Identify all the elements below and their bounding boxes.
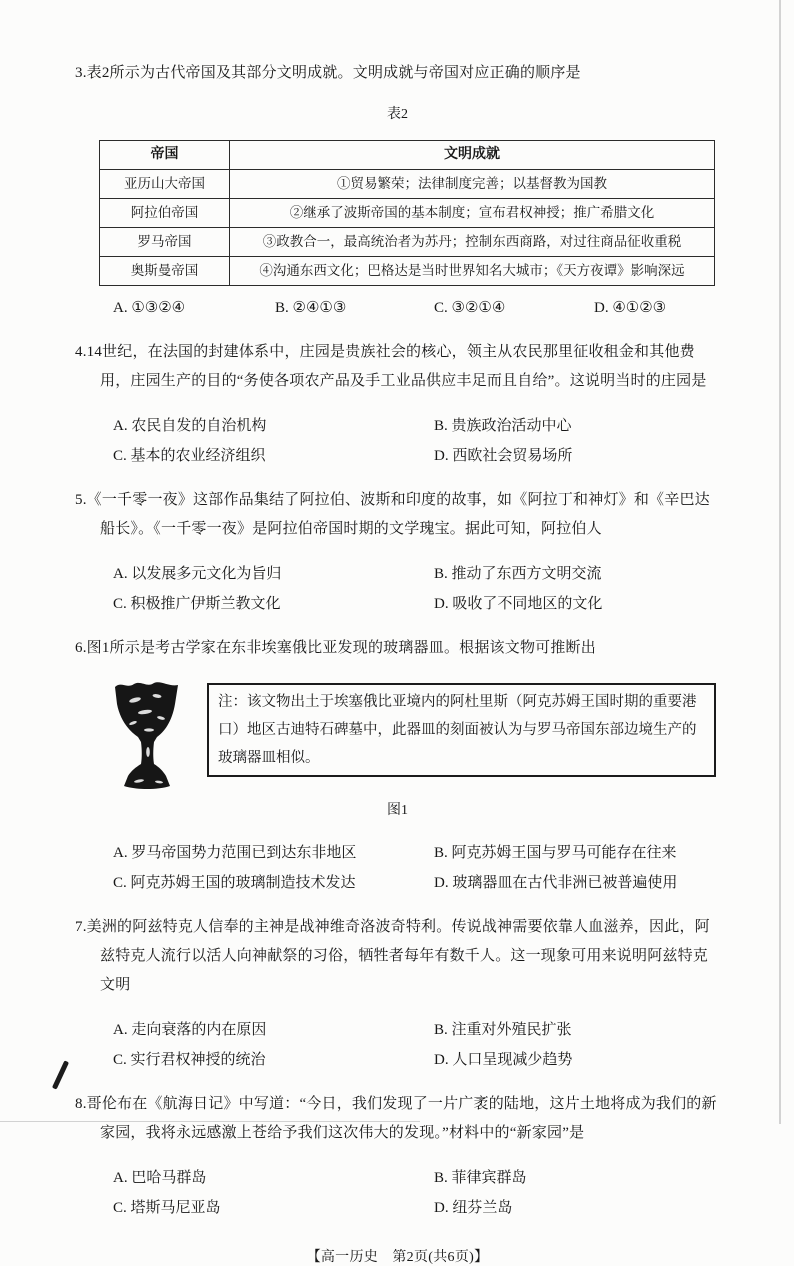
question-6-text: 6.图1所示是考古学家在东非埃塞俄比亚发现的玻璃器皿。根据该文物可推断出 <box>75 640 596 656</box>
question-3 <box>75 59 720 323</box>
option-c: C. 实行君权神授的统治 <box>113 1052 266 1068</box>
question-6 <box>75 634 720 898</box>
table-row <box>100 199 715 228</box>
table-2-header-empire: 帝国 <box>100 141 230 170</box>
figure-1 <box>105 678 716 796</box>
glass-goblet-image <box>105 678 193 796</box>
option-b: B. 注重对外殖民扩张 <box>434 1022 572 1038</box>
option-b: B. ②④①③ <box>275 300 347 316</box>
empire-cell: 奥斯曼帝国 <box>100 257 230 286</box>
option-b: B. 贵族政治活动中心 <box>434 418 572 434</box>
table-row <box>100 170 715 199</box>
question-4-options <box>113 411 720 471</box>
empire-cell: 罗马帝国 <box>100 228 230 257</box>
question-8-text: 8.哥伦布在《航海日记》中写道：“今日，我们发现了一片广袤的陆地，这片土地将成为我们的新家园，我将永远感激上苍给予我们这次伟大的发现。”材料中的“新家园”是 <box>75 1096 717 1141</box>
option-c: C. 阿克苏姆王国的玻璃制造技术发达 <box>113 875 356 891</box>
option-c: C. 基本的农业经济组织 <box>113 448 266 464</box>
scan-artifact-right-line <box>779 0 781 1124</box>
table-2-header-row <box>100 141 715 170</box>
option-c: C. 塔斯马尼亚岛 <box>113 1200 221 1216</box>
question-4 <box>75 338 720 471</box>
option-d: D. 西欧社会贸易场所 <box>434 448 573 464</box>
scan-artifact-bottom-line <box>0 1121 420 1122</box>
figure-1-caption: 图1 <box>387 803 408 818</box>
option-b: B. 阿克苏姆王国与罗马可能存在往来 <box>434 845 677 861</box>
table-2-caption: 表2 <box>387 107 408 122</box>
question-3-text: 3.表2所示为古代帝国及其部分文明成就。文明成就与帝国对应正确的顺序是 <box>75 65 581 81</box>
option-d: D. 人口呈现减少趋势 <box>434 1052 573 1068</box>
option-a: A. 巴哈马群岛 <box>113 1170 207 1186</box>
achievement-cell: ③政教合一，最高统治者为苏丹；控制东西商路，对过往商品征收重税 <box>230 228 715 257</box>
page-footer: 【高一历史 第2页(共6页)】 <box>306 1250 489 1265</box>
question-7 <box>75 913 720 1075</box>
table-row <box>100 257 715 286</box>
option-b: B. 推动了东西方文明交流 <box>434 566 602 582</box>
question-3-options <box>113 293 720 323</box>
question-5-options <box>113 559 720 619</box>
achievement-cell: ②继承了波斯帝国的基本制度；宣布君权神授；推广希腊文化 <box>230 199 715 228</box>
option-a: A. 农民自发的自治机构 <box>113 418 267 434</box>
question-7-options <box>113 1015 720 1075</box>
option-d: D. 玻璃器皿在古代非洲已被普遍使用 <box>434 875 678 891</box>
empire-cell: 阿拉伯帝国 <box>100 199 230 228</box>
option-b: B. 菲律宾群岛 <box>434 1170 527 1186</box>
option-d: D. ④①②③ <box>594 300 667 316</box>
option-c: C. ③②①④ <box>434 300 506 316</box>
figure-1-note: 注：该文物出土于埃塞俄比亚境内的阿杜里斯（阿克苏姆王国时期的重要港口）地区古迪特石碑墓中，此器皿的刻面被认为与罗马帝国东部边境生产的玻璃器皿相似。 <box>207 683 716 777</box>
question-8 <box>75 1090 720 1223</box>
question-7-text: 7.美洲的阿兹特克人信奉的主神是战神维奇洛波奇特利。传说战神需要依靠人血滋养，因此，阿兹特克人流行以活人向神献祭的习俗，牺牲者每年有数千人。这一现象可用来说明阿兹特克文明 <box>75 919 710 993</box>
table-2-header-achievements: 文明成就 <box>230 141 715 170</box>
table-2 <box>99 140 715 286</box>
option-a: A. 走向衰落的内在原因 <box>113 1022 267 1038</box>
table-row <box>100 228 715 257</box>
achievement-cell: ①贸易繁荣；法律制度完善；以基督教为国教 <box>230 170 715 199</box>
achievement-cell: ④沟通东西文化；巴格达是当时世界知名大城市；《天方夜谭》影响深远 <box>230 257 715 286</box>
option-c: C. 积极推广伊斯兰教文化 <box>113 596 281 612</box>
option-a: A. 以发展多元文化为旨归 <box>113 566 282 582</box>
option-d: D. 吸收了不同地区的文化 <box>434 596 603 612</box>
empire-cell: 亚历山大帝国 <box>100 170 230 199</box>
option-a: A. ①③②④ <box>113 300 186 316</box>
question-5 <box>75 486 720 619</box>
question-8-options <box>113 1163 720 1223</box>
option-a: A. 罗马帝国势力范围已到达东非地区 <box>113 845 357 861</box>
question-6-options <box>113 838 720 898</box>
question-5-text: 5.《一千零一夜》这部作品集结了阿拉伯、波斯和印度的故事，如《阿拉丁和神灯》和《辛巴达船长》。《一千零一夜》是阿拉伯帝国时期的文学瑰宝。据此可知，阿拉伯人 <box>75 492 710 537</box>
option-d: D. 纽芬兰岛 <box>434 1200 513 1216</box>
question-4-text: 4.14世纪，在法国的封建体系中，庄园是贵族社会的核心，领主从农民那里征收租金和其他费用，庄园生产的目的“务使各项农产品及手工业品供应丰足而且自给”。这说明当时的庄园是 <box>75 344 707 389</box>
